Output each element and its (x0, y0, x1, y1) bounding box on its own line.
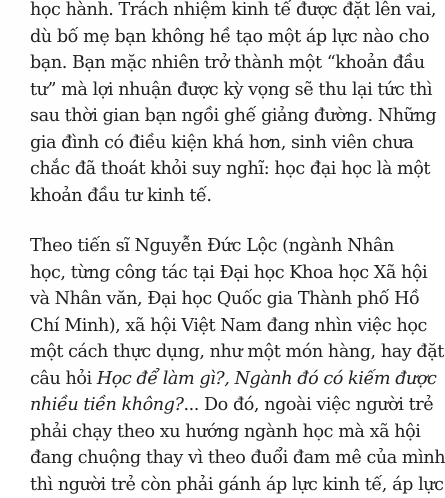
italic-text: nhiều tiền không? (30, 395, 184, 415)
text-line (30, 50, 425, 76)
text-line (30, 183, 370, 209)
body-text: sau thời gian bạn ngồi ghế giảng đường. Những (30, 106, 437, 126)
body-text: khoản đầu tư kinh tế. (30, 185, 212, 206)
body-text: câu hỏi (30, 368, 97, 389)
body-text: bạn. Bạn mặc nhiên trở thành một “khoản đầu (30, 53, 425, 73)
text-line (30, 233, 394, 259)
body-text: phải chạy theo xu hướng ngành học mà xã hội (30, 421, 421, 442)
text-line (30, 260, 428, 286)
body-text: thì người trẻ còn phải gánh áp lực kinh tế, áp lực (30, 474, 444, 495)
body-text: học, từng công tác tại Đại học Khoa học Xã hội (30, 262, 428, 283)
text-line (30, 419, 421, 445)
text-line (30, 130, 414, 156)
text-line (30, 313, 427, 339)
text-line (30, 392, 434, 418)
body-text: Theo tiến sĩ Nguyễn Đức Lộc (ngành Nhân (30, 236, 394, 256)
body-text: Chí Minh), xã hội Việt Nam đang nhìn việc học (30, 315, 427, 336)
body-text: một cách thực dụng, như một món hàng, hay đặt (30, 342, 444, 362)
body-text: dù bố mẹ bạn không hề tạo một áp lực nào cho (30, 26, 430, 47)
text-line (30, 156, 430, 182)
body-text: và Nhân văn, Đại học Quốc gia Thành phố Hồ (30, 289, 420, 309)
body-text: chắc đã thoát khỏi suy nghĩ: học đại học là một (30, 159, 430, 179)
text-line (30, 339, 444, 365)
italic-text: Học để làm gì?, Ngành đó có kiếm được (96, 368, 437, 389)
body-text: tư” mà lợi nhuận được kỳ vọng sẽ thu lại tức thì (30, 79, 433, 100)
text-line (30, 472, 444, 498)
text-line (30, 77, 433, 103)
text-line (30, 103, 437, 129)
text-line (30, 0, 436, 23)
body-text: đang chuộng thay vì theo đuổi đam mê của mình (30, 448, 445, 468)
body-text: học hành. Trách nhiệm kinh tế được đặt lên vai, (30, 0, 436, 20)
body-text: ... Do đó, ngoài việc người trẻ (183, 395, 434, 415)
body-text: gia đình có điều kiện khá hơn, sinh viên chưa (30, 132, 414, 153)
text-line (30, 24, 430, 50)
text-line (30, 366, 437, 392)
text-line (30, 445, 445, 471)
text-line (30, 286, 420, 312)
